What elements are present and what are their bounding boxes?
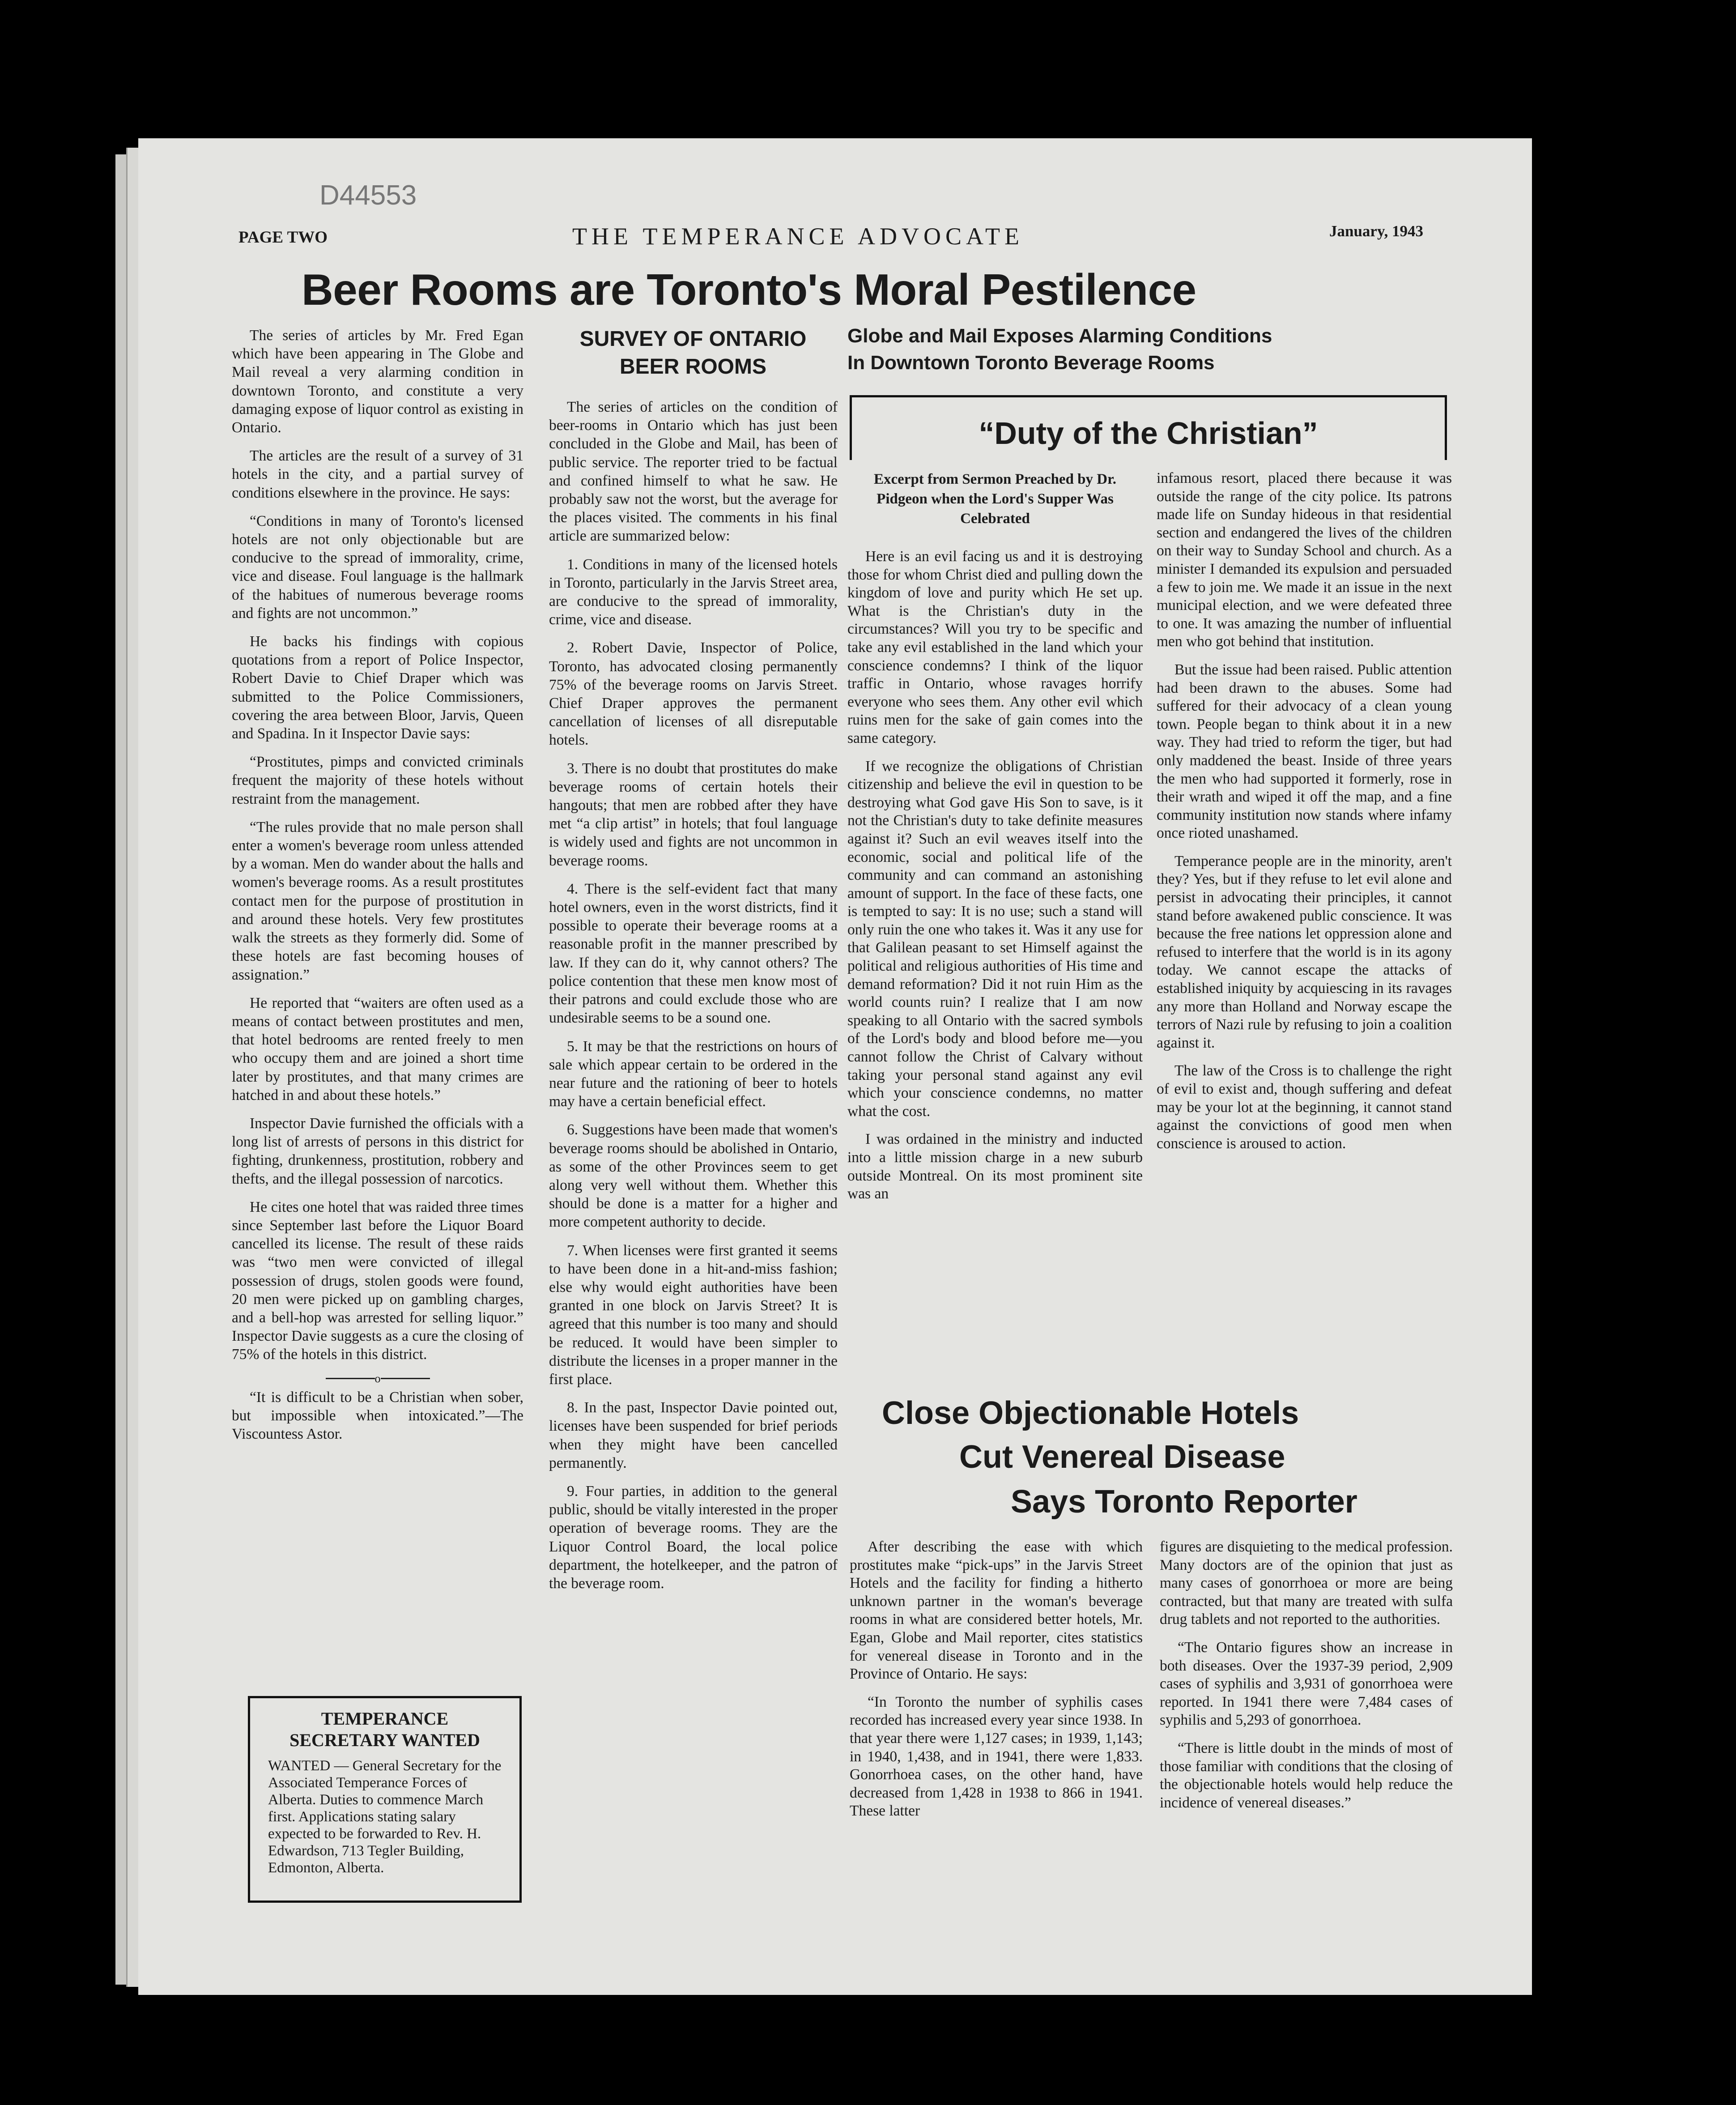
duty-article-col-b xyxy=(1157,469,1452,1163)
astor-quote: “It is difficult to be a Christian when sober, but impossible when intoxicated.”—The Viscountess Astor. xyxy=(232,1389,523,1442)
newspaper-page xyxy=(138,138,1532,1995)
divider xyxy=(232,1371,523,1385)
main-headline: Beer Rooms are Toronto's Moral Pestilence xyxy=(302,265,1196,314)
duty-article-col-a xyxy=(847,548,1143,1213)
survey-item: 6. Suggestions have been made that women's beverage rooms should be abolished in Ontario, as some of the other Provinces seem to get along very well without them. Whether this should be done is a matter for a higher and more competent authority to decide. xyxy=(549,1121,838,1231)
paragraph: “Prostitutes, pimps and convicted criminals frequent the majority of these hotels without restraint from the management. xyxy=(232,754,523,807)
paragraph: He backs his findings with copious quotations from a report of Police Inspector, Robert Davie to Chief Draper which was submitted to the Police Commissioners, covering the area between Bloor, Jarvis, Queen and Spadina. In it Inspector Davie says: xyxy=(232,633,523,742)
globe-heading-line: Globe and Mail Exposes Alarming Conditions xyxy=(847,325,1272,347)
survey-intro: The series of articles on the condition of beer-rooms in Ontario which has just been concluded in the Globe and Mail, has been of public service. The reporter tried to be factual and confined himself to what he saw. He probably saw not the worst, but the average for the places visited. The comments in his final article are summarized below: xyxy=(549,399,838,545)
survey-article xyxy=(549,398,838,1602)
paragraph: “In Toronto the number of syphilis cases recorded has increased every year since 1938. In that year there were 1,127 cases; in 1939, 1,143; in 1940, 1,438, and in 1941, there were 1,833. Gonorrhoea cases, on the other hand, have decreased from 1,428 in 1938 to 866 in 1941. These latter xyxy=(850,1693,1143,1820)
duty-title: “Duty of the Christian” xyxy=(979,416,1318,451)
close-hotels-col-a xyxy=(850,1538,1143,1830)
egan-article xyxy=(232,326,523,1453)
paragraph: figures are disquieting to the medical profession. Many doctors are of the opinion that just as many cases of gonorrhoea or more are being contracted, but that many are treated with sulfa drug tablets and not reported to the authorities. xyxy=(1160,1538,1453,1628)
globe-heading xyxy=(847,323,1272,376)
paragraph: infamous resort, placed there because it was outside the range of the city police. Its patrons made life on Sunday hideous in that residential section and endangered the lives of the children on their way to Sunday School and church. As a minister I demanded its expulsion and persuaded a few to join me. We made it an issue in the next municipal election, and we were defeated three to one. It was amazing the number of influential men who got behind that institution. xyxy=(1157,470,1452,650)
issue-date: January, 1943 xyxy=(1329,222,1424,240)
paragraph: Inspector Davie furnished the officials with a long list of arrests of persons in this district for fighting, drunkenness, prostitution, robbery and thefts, and the illegal possession of narcotics. xyxy=(232,1115,523,1187)
duty-subtitle: Excerpt from Sermon Preached by Dr. Pidgeon when the Lord's Supper Was Celebrated xyxy=(874,471,1116,527)
close-hotels-col-b xyxy=(1160,1538,1453,1822)
paragraph: “There is little doubt in the minds of most of those familiar with conditions that the closing of the objectionable hotels would help reduce the incidence of venereal diseases.” xyxy=(1160,1739,1453,1811)
survey-item: 1. Conditions in many of the licensed hotels in Toronto, particularly in the Jarvis Street area, are conducive to the spread of immorality, crime, vice and disease. xyxy=(549,556,838,628)
survey-item: 9. Four parties, in addition to the general public, should be vitally interested in the proper operation of beverage rooms. They are the Liquor Control Board, the local police department, the hotelkeeper, and the patron of the beverage room. xyxy=(549,1483,838,1592)
paragraph: The law of the Cross is to challenge the right of evil to exist and, though suffering and defeat may be your lot at the beginning, it cannot stand against the convictions of good men when conscience is aroused to action. xyxy=(1157,1062,1452,1152)
duty-title-box xyxy=(850,395,1447,460)
paragraph: He cites one hotel that was raided three times since September last before the Liquor Board cancelled its license. The result of these raids was “two men were convicted of illegal possession of drugs, stolen goods were found, 20 men were picked up on gambling charges, and a bell-hop was arrested for selling liquor.” Inspector Davie suggests as a cure the closing of 75% of the hotels in this district. xyxy=(232,1198,523,1363)
survey-item: 7. When licenses were first granted it seems to have been done in a hit-and-miss fashion; else why would eight authorities have been granted in one block on Jarvis Street? It is agreed that this number is too many and should be reduced. It would have been simpler to distribute the licenses in a proper manner in the first place. xyxy=(549,1242,838,1388)
survey-item: 4. There is the self-evident fact that many hotel owners, even in the worst districts, find it possible to operate their beverage rooms at a reasonable profit in the manner prescribed by law. If they can do it, why cannot others? The police contention that these men know most of their patrons and could exclude those who are undesirable seems to be a sound one. xyxy=(549,880,838,1027)
survey-item: 5. It may be that the restrictions on hours of sale which appear certain to be ordered in the near future and the rationing of beer to hotels may have a certain beneficial effect. xyxy=(549,1038,838,1110)
paragraph: If we recognize the obligations of Christian citizenship and believe the evil in question to be destroying what God gave His Son to save, is it not the Christian's duty to take definite measures against it? Such an evil weaves itself into the economic, social and political life of the community and can command an astonishing amount of support. In the face of these facts, one is tempted to say: It is no use; such a stand will only ruin the one who takes it. Was it any use for that Galilean peasant to set Himself against the political and religious authorities of His time and demand reformation? Did it not ruin Him as the world counts ruin? I realize that I am now speaking to all Ontario with the sacred symbols of the Lord's body and blood before me—you cannot follow the Christ of Calvary without taking your personal stand against any evil which your conscience condemns, no matter what the cost. xyxy=(847,758,1143,1120)
survey-heading: SURVEY OF ONTARIO BEER ROOMS xyxy=(579,327,807,379)
paragraph: I was ordained in the ministry and inducted into a little mission charge in a new suburb outside Montreal. On its most prominent site was an xyxy=(847,1131,1143,1202)
close-hotels-headline-2: Cut Venereal Disease xyxy=(959,1439,1285,1475)
paragraph: Temperance people are in the minority, aren't they? Yes, but if they refuse to let evil alone and persist in advocating their principles, it cannot stand before awakened public conscience. It was because the free nations let oppression alone and refused to interfere that the world is in its agony today. We cannot escape the attacks of established iniquity by acquiescing in its ravages any more than Holland and Norway escape the terrors of Nazi rule by refusing to join a coalition against it. xyxy=(1157,852,1452,1051)
close-hotels-headline-1: Close Objectionable Hotels xyxy=(882,1395,1299,1431)
close-hotels-headline-3: Says Toronto Reporter xyxy=(1011,1484,1357,1520)
ad-body: WANTED — General Secretary for the Associated Temperance Forces of Alberta. Duties to commence March first. Applications stating salary expected to be forwarded to Rev. H. Edwardson, 713 Tegler Building, Edmonton, Alberta. xyxy=(268,1758,502,1876)
paragraph: The articles are the result of a survey of 31 hotels in the city, and a partial survey of conditions elsewhere in the province. He says: xyxy=(232,447,523,501)
paragraph: The series of articles by Mr. Fred Egan which have been appearing in The Globe and Mail reveal a very alarming condition in downtown Toronto, and constitute a very damaging expose of liquor control as existing in Ontario. xyxy=(232,327,523,436)
paragraph: After describing the ease with which prostitutes make “pick-ups” in the Jarvis Street Hotels and the facility for finding a hitherto unknown partner in the woman's beverage rooms in what are considered better hotels, Mr. Egan, Globe and Mail reporter, cites statistics for venereal disease in Toronto and in the Province of Ontario. He says: xyxy=(850,1538,1143,1683)
masthead: THE TEMPERANCE ADVOCATE xyxy=(572,223,1024,250)
paragraph: “Conditions in many of Toronto's licensed hotels are not only objectionable but are conducive to the spread of immorality, crime, vice and disease. Foul language is the hallmark of the habitues of numerous beverage rooms and fights are not uncommon.” xyxy=(232,512,523,622)
paragraph: “The Ontario figures show an increase in both diseases. Over the 1937-39 period, 2,909 cases of syphilis and 3,931 of gonorrhoea were reported. In 1941 there were 7,484 cases of syphilis and 5,293 of gonorrhoea. xyxy=(1160,1639,1453,1729)
secretary-wanted-ad xyxy=(248,1696,522,1903)
paragraph: Here is an evil facing us and it is destroying those for whom Christ died and pulling down the kingdom of love and purity which He set up. What is the Christian's duty in the circumstances? Will you try to be specific and take any evil established in the land which your conscience condemns? I think of the liquor traffic in Ontario, whose ravages horrify everyone who sees them. Any other evil which ruins men for the sake of gain comes into the same category. xyxy=(847,548,1143,746)
paragraph: But the issue had been raised. Public attention had been drawn to the abuses. Some had suffered for their advocacy of a clean young town. People began to think about it in a new way. They had tried to reform the tiger, but had only maddened the beast. Inside of three years the men who had supported it formerly, rose in their wrath and wiped it off the map, and a fine community institution now stands where infamy once rioted unashamed. xyxy=(1157,661,1452,842)
paragraph: “The rules provide that no male person shall enter a women's beverage room unless attended by a woman. Men do wander about the halls and women's beverage rooms. As a result prostitutes contact men for the purpose of prostitution in and around these hotels. Very few prostitutes walk the streets as they formerly did. Some of these hotels are fast becoming houses of assignation.” xyxy=(232,818,523,983)
survey-item: 8. In the past, Inspector Davie pointed out, licenses have been suspended for brief periods when they might have been cancelled permanently. xyxy=(549,1399,838,1471)
page-label: PAGE TWO xyxy=(238,228,328,247)
paragraph: He reported that “waiters are often used as a means of contact between prostitutes and men, that hotel bedrooms are rented freely to men who occupy them and are joined a short time later by prostitutes, and that many crimes are hatched in and about these hotels.” xyxy=(232,994,523,1104)
ad-title: TEMPERANCE SECRETARY WANTED xyxy=(289,1709,480,1750)
handwritten-reference: D44553 xyxy=(319,180,417,211)
divider-mark: o xyxy=(374,1372,381,1385)
survey-item: 2. Robert Davie, Inspector of Police, Toronto, has advocated closing permanently 75% of the beverage rooms on Jarvis Street. Chief Draper approves the permanent cancellation of licenses of all disreputable hotels. xyxy=(549,639,838,749)
globe-heading-line: In Downtown Toronto Beverage Rooms xyxy=(847,352,1215,374)
survey-item: 3. There is no doubt that prostitutes do make beverage rooms of certain hotels their hangouts; that men are robbed after they have met “a clip artist” in hotels; that foul language is widely used and fights are not uncommon in beverage rooms. xyxy=(549,760,838,869)
